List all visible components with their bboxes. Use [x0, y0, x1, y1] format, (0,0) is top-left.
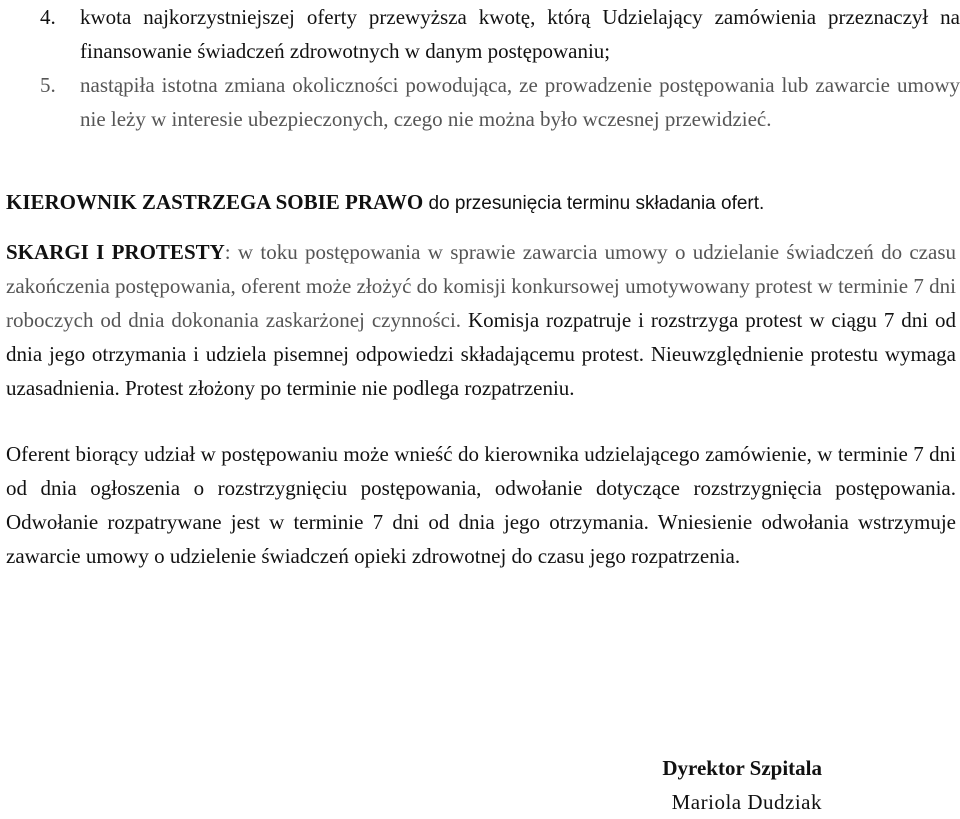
list-text: nastąpiła istotna zmiana okoliczności powodująca, ze prowadzenie postępowania lub zawarcie umowy nie leży w interesie ubezpieczonych, czego nie można było wczesnej przewidzieć.	[80, 73, 960, 131]
protests-heading: SKARGI I PROTESTY	[6, 240, 225, 264]
protests-text-continued: Komisja rozpatruje i rozstrzyga protest w ciągu 7 dni od dnia jego otrzymania i udziela pisemnej odpowiedzi składającemu protest. Nieuwzględnienie protestu wymaga uzasadnienia. Protest złożony po terminie nie podlega rozpatrzeniu.	[6, 308, 956, 400]
list-number: 5.	[40, 73, 56, 97]
list-number: 4.	[40, 5, 56, 29]
reservation-text: do przesunięcia terminu składania ofert.	[423, 193, 765, 214]
list-item-5	[40, 68, 960, 136]
protests-text: : w toku postępowania w sprawie zawarcia umowy o udzielanie świadczeń do czasu zakończenia postępowania, oferent może złożyć do komisji konkursowej umotywowany protest w terminie 7 dni roboczych od dnia dokonania zaskarżonej czynności.	[6, 240, 956, 332]
protests-paragraph	[6, 235, 956, 405]
signature-name: Mariola Dudziak	[671, 790, 822, 814]
reservation-heading: KIEROWNIK ZASTRZEGA SOBIE PRAWO	[6, 190, 424, 214]
signature-block	[662, 751, 822, 819]
list-item-4	[40, 0, 960, 68]
reservation-clause	[6, 185, 956, 221]
appeal-paragraph	[6, 437, 956, 573]
list-text: kwota najkorzystniejszej oferty przewyższa kwotę, którą Udzielający zamówienia przeznaczył na finansowanie świadczeń zdrowotnych w danym postępowaniu;	[80, 5, 960, 63]
signature-title: Dyrektor Szpitala	[662, 756, 822, 780]
appeal-text: Oferent biorący udział w postępowaniu może wnieść do kierownika udzielającego zamówienie, w terminie 7 dni od dnia ogłoszenia o rozstrzygnięciu postępowania, odwołanie dotyczące rozstrzygnięcia postępowania. Odwołanie rozpatrywane jest w terminie 7 dni od dnia jego otrzymania. Wniesienie odwołania wstrzymuje zawarcie umowy o udzielenie świadczeń opieki zdrowotnej do czasu jego rozpatrzenia.	[6, 442, 956, 568]
